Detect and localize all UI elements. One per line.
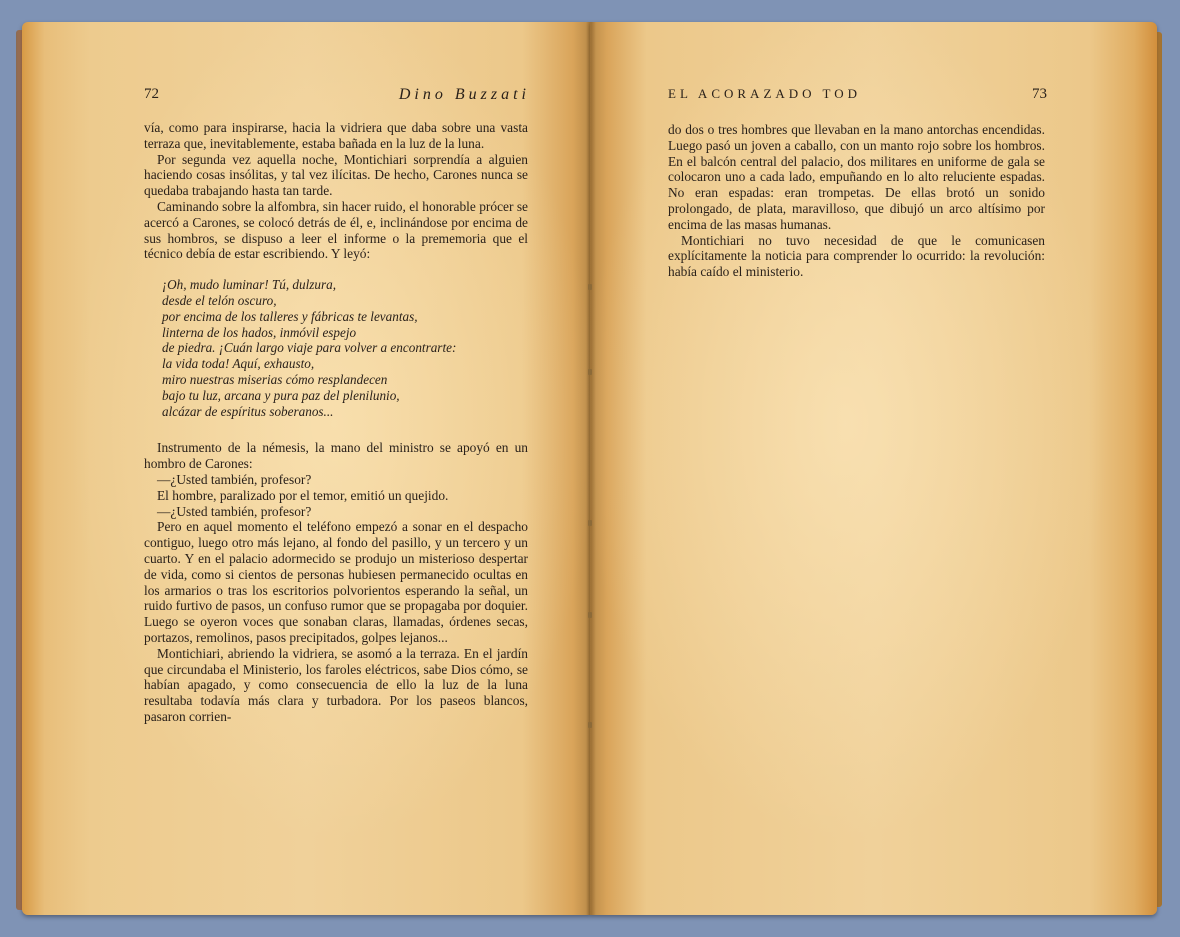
dialogue-line: —¿Usted también, profesor? [157,503,312,519]
binding-stitch [588,284,592,290]
poem-verse [162,277,528,419]
paragraph: Pero en aquel momento el teléfono empezó a sonar en el despacho contiguo, luego otro más lejano, al fondo del pasillo, y un tercero y un cuarto. Y en el palacio adormecido se produjo un misterioso despertar de vida, como si cientos de personas hubiesen permanecido ocultas en los armarios o tras los escritorios polvorientos esperando la señal, un ruido furtivo de pasos, un confuso rumor que se propagaba por doquier. Luego se oyeron voces que sonaban claras, llamadas, órdenes secas, portazos, remolinos, pasos precipitados, golpes lejanos... [144,519,528,645]
binding-stitch [588,520,592,526]
binding-stitch [588,722,592,728]
right-page-header [590,86,1157,108]
left-page-header [22,86,590,108]
paragraph: do dos o tres hombres que llevaban en la mano antorchas encendidas. Luego pasó un joven a caballo, con un manto rojo sobre los hombros. En el balcón central del palacio, dos militares en uniforme de gala se colocaron uno a cada lado, empuñando en lo alto reluciente espadas. No eran espadas: eran trompetas. De ellas brotó un sonido prolongado, de plata, maravilloso, que dibujó un arco altísimo por encima de las masas humanas. [668,122,1045,232]
running-head-title: EL ACORAZADO TOD [668,86,862,101]
book-spine-gutter [586,22,596,915]
verse-line: bajo tu luz, arcana y pura paz del plenilunio, [162,387,400,403]
paragraph: Montichiari no tuvo necesidad de que le comunicasen explícitamente la noticia para comprender lo ocurrido: la revolución: había caído el ministerio. [668,232,1045,280]
open-book [22,22,1157,917]
paragraph: El hombre, paralizado por el temor, emitió un quejido. [157,487,449,503]
binding-stitch [588,369,592,375]
paragraph: Caminando sobre la alfombra, sin hacer ruido, el honorable prócer se acercó a Carones, se colocó detrás de él, e, inclinándose por encima de sus hombros, se dispuso a leer el informe o la prememoria que el técnico debía de estar escribiendo. Y leyó: [144,198,528,262]
right-page [590,22,1157,915]
verse-line: linterna de los hados, inmóvil espejo [162,324,357,340]
verse-line: la vida toda! Aquí, exhausto, [162,356,315,372]
verse-line: miro nuestras miserias cómo resplandecen [162,371,388,387]
paragraph: Instrumento de la némesis, la mano del ministro se apoyó en un hombro de Carones: [144,440,528,472]
paragraph: Por segunda vez aquella noche, Montichiari sorprendía a alguien haciendo cosas insólitas, y tal vez ilícitas. De hecho, Carones nunca se quedaba trabajando hasta tan tarde. [144,151,528,199]
verse-line: de piedra. ¡Cuán largo viaje para volver a encontrarte: [162,340,457,356]
paragraph: Montichiari, abriendo la vidriera, se asomó a la terraza. En el jardín que circundaba el Ministerio, los faroles eléctricos, sabe Dios cómo, se habían apagado, y como consecuencia de ello la luz de la luna resultaba todavía más clara y turbadora. Por los paseos blancos, pasaron corrien- [144,645,528,724]
verse-line: por encima de los talleres y fábricas te levantas, [162,308,418,324]
paragraph: vía, como para inspirarse, hacia la vidriera que daba sobre una vasta terraza que, inevitablemente, estaba bañada en la luz de la luna. [144,120,528,151]
left-page-body [144,120,528,725]
verse-line: alcázar de espíritus soberanos... [162,403,334,419]
verse-line: desde el telón oscuro, [162,292,277,308]
left-page [22,22,590,915]
left-page-number: 72 [144,86,159,102]
verse-line: ¡Oh, mudo luminar! Tú, dulzura, [162,277,337,293]
running-head-author: Dino Buzzati [398,86,530,103]
right-page-number: 73 [1032,86,1047,102]
right-page-body [668,122,1045,280]
binding-stitch [588,612,592,618]
dialogue-line: —¿Usted también, profesor? [157,471,312,487]
